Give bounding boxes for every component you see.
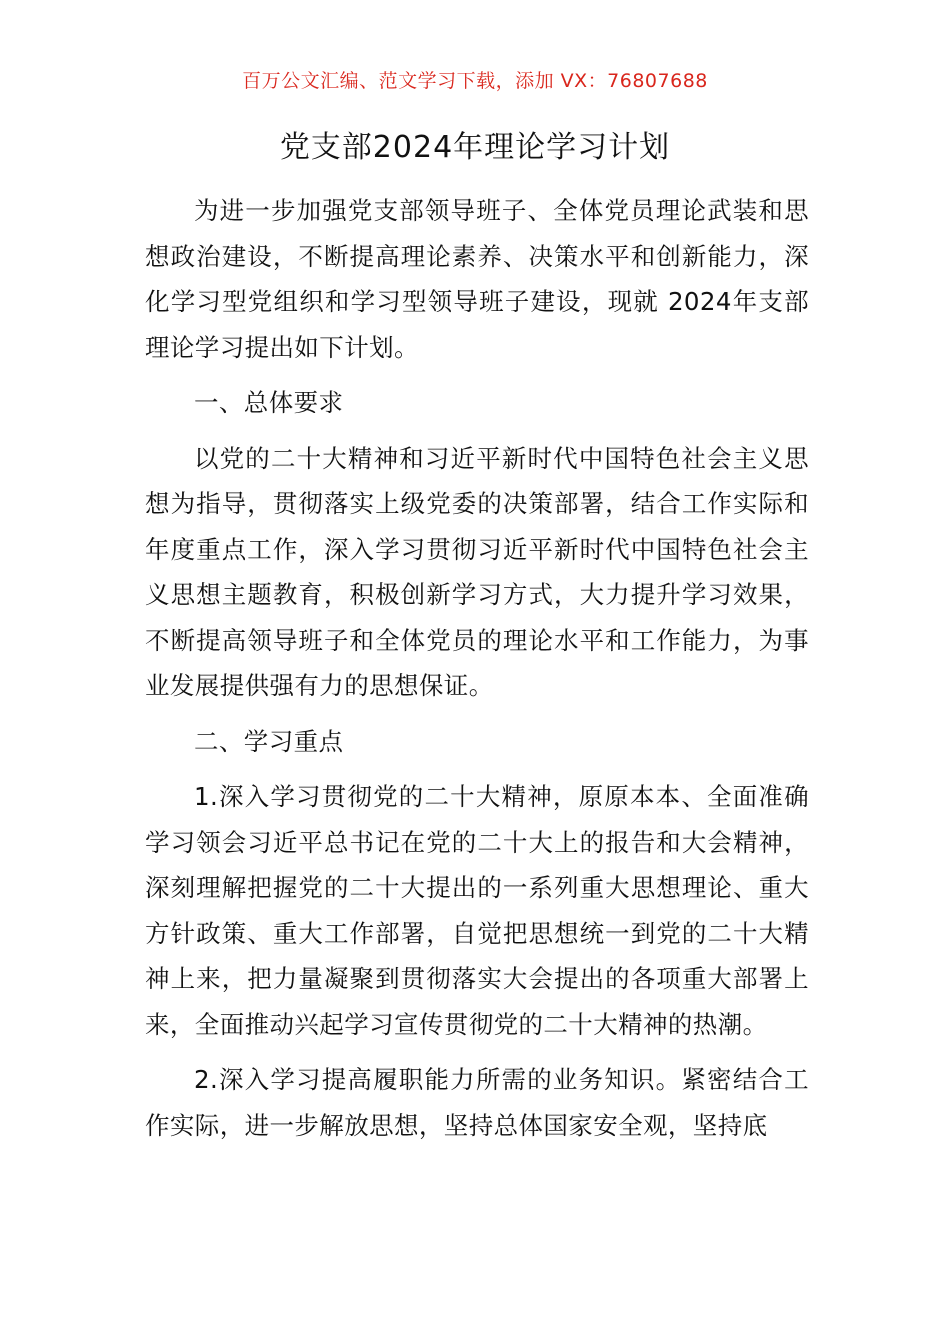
study-focus-item-1: 1.深入学习贯彻党的二十大精神，原原本本、全面准确学习领会习近平总书记在党的二十大上的报告和大会精神，深刻理解把握党的二十大提出的一系列重大思想理论、重大方针政策、重大工作部署，自觉把思想统一到党的二十大精神上来，把力量凝聚到贯彻落实大会提出的各项重大部署上来，全面推动兴起学习宣传贯彻党的二十大精神的热潮。 [145, 782, 809, 1039]
document-title: 党支部2024年理论学习计划 [279, 130, 671, 165]
section-heading-general-requirements: 一、总体要求 [194, 388, 344, 417]
study-focus-item-2: 2.深入学习提高履职能力所需的业务知识。紧密结合工作实际，进一步解放思想，坚持总体国家安全观，坚持底 [145, 1065, 809, 1140]
intro-paragraph: 为进一步加强党支部领导班子、全体党员理论武装和思想政治建设，不断提高理论素养、决策水平和创新能力，深化学习型党组织和学习型领导班子建设，现就 2024年支部理论学习提出如下计划。 [145, 196, 809, 362]
document-body [145, 188, 809, 1158]
promo-header: 百万公文汇编、范文学习下载，添加 VX：76807688 [242, 70, 708, 92]
general-requirements-paragraph: 以党的二十大精神和习近平新时代中国特色社会主义思想为指导，贯彻落实上级党委的决策部署，结合工作实际和年度重点工作，深入学习贯彻习近平新时代中国特色社会主义思想主题教育，积极创新学习方式，大力提升学习效果，不断提高领导班子和全体党员的理论水平和工作能力，为事业发展提供强有力的思想保证。 [145, 443, 809, 700]
section-heading-study-focus: 二、学习重点 [194, 726, 344, 756]
